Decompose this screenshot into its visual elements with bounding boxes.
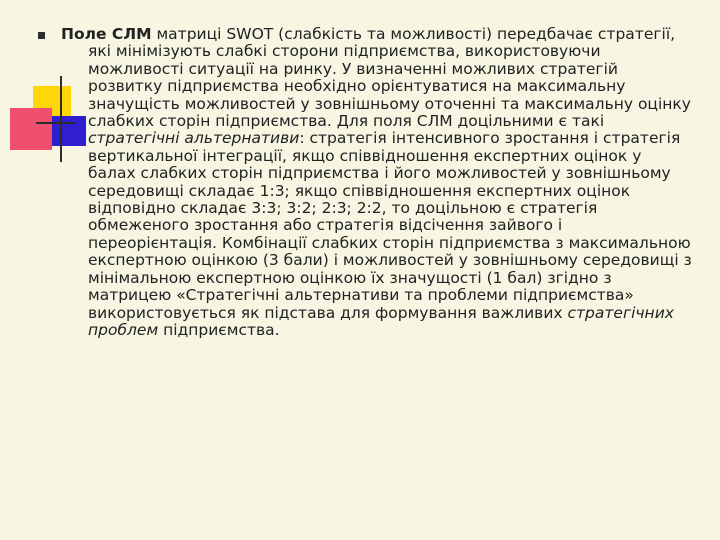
text-part-3: підприємства. bbox=[158, 320, 280, 339]
text-part-1: матриці SWOT (слабкість та можливості) передбачає стратегії, які мінімізують слабкі сторони підприємства, використовуючи можливості ситуації на ринку. У визначенні можливих стратегій розвитку підприємства необхідно орієнтуватися на максимальну значущість можливостей у зовнішньому оточенні та максимальну оцінку слабких сторін підприємства. Для поля СЛМ доцільними є такі bbox=[88, 25, 691, 131]
bullet-square-icon bbox=[38, 32, 45, 39]
text-part-2: : стратегія інтенсивного зростання і стратегія вертикальної інтеграції, якщо співвідношення експертних оцінок у балах слабких сторін підприємства і його можливостей у зовнішньому середовищі складає 1:3; якщо співвідношення експертних оцінок відповідно складає 3:3; 3:2; 2:3; 2:2, то доцільною є стратегія обмеженого зростання або стратегія відсічення зайвого і переорієнтація. Комбінації слабких сторін підприємства з максимальною експертною оцінкою (3 бали) і можливостей у зовнішньому середовищі з мінімальною експертною оцінкою їх значущості (1 бал) згідно з матрицею «Стратегічні альтернативи та проблеми підприємства» використовується як підстава для формування важливих bbox=[88, 129, 692, 322]
italic-term-2: стратегічних проблем bbox=[88, 303, 674, 339]
body-text bbox=[38, 26, 693, 339]
lead-term: Поле СЛМ bbox=[61, 25, 152, 43]
italic-term-1: стратегічні альтернативи bbox=[88, 129, 300, 148]
paragraph bbox=[38, 26, 693, 339]
